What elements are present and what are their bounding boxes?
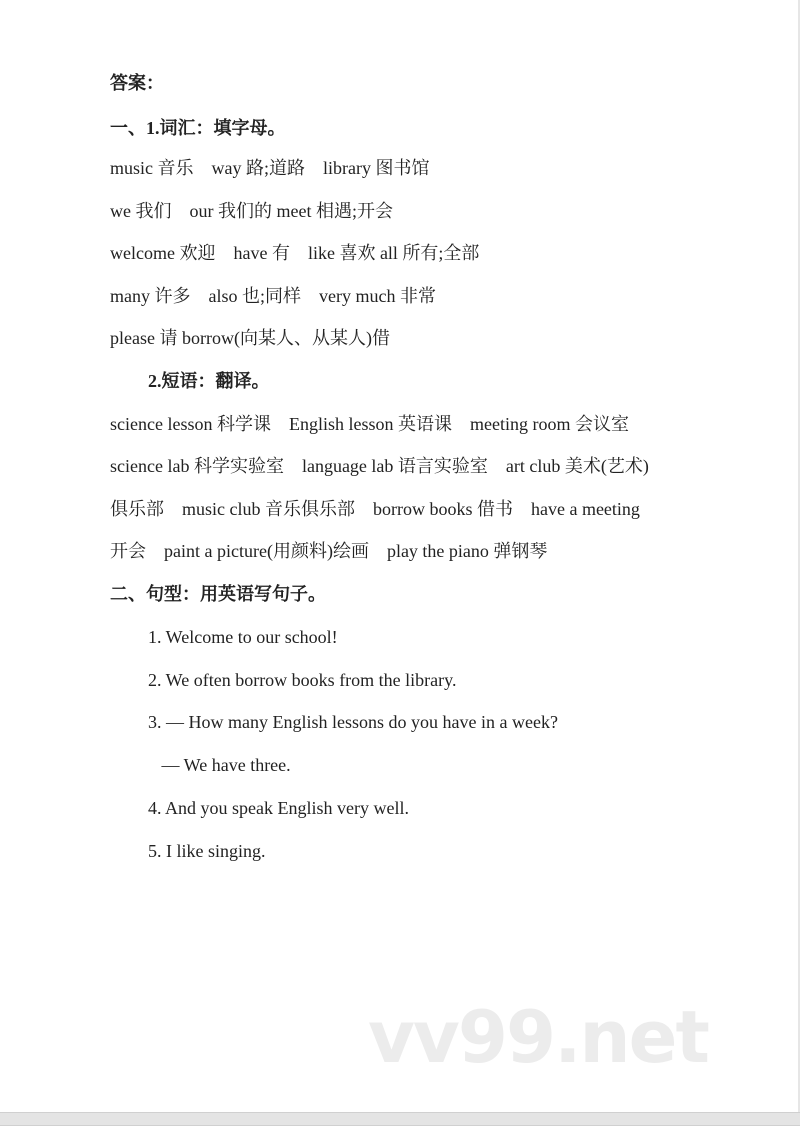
sentence-line: — We have three. (148, 755, 291, 775)
sentence-line: 1. Welcome to our school! (148, 627, 338, 647)
page-separator (0, 1112, 800, 1126)
sentence-line: 3. — How many English lessons do you have in a week? (148, 712, 558, 732)
section-vocab-title: 一、1.词汇：填字母。 (110, 118, 286, 138)
sentence-line: 4. And you speak English very well. (148, 798, 409, 818)
section-sentence-title: 二、句型：用英语写句子。 (110, 584, 326, 604)
sentence-line: 2. We often borrow books from the library. (148, 670, 457, 690)
sentence-line: 5. I like singing. (148, 841, 266, 861)
vocab-line: many 许多 also 也;同样 very much 非常 (110, 286, 436, 306)
answer-heading: 答案： (110, 73, 164, 93)
vocab-line: music 音乐 way 路;道路 library 图书馆 (110, 158, 430, 178)
vocab-line: please 请 borrow(向某人、从某人)借 (110, 328, 390, 348)
phrase-line: science lesson 科学课 English lesson 英语课 meeting room 会议室 (110, 414, 629, 434)
vocab-line: welcome 欢迎 have 有 like 喜欢 all 所有;全部 (110, 243, 480, 263)
watermark: vv99.net (368, 995, 708, 1079)
phrase-line: science lab 科学实验室 language lab 语言实验室 art club 美术(艺术) (110, 456, 649, 476)
phrase-line: 俱乐部 music club 音乐俱乐部 borrow books 借书 have a meeting (110, 499, 640, 519)
phrase-line: 开会 paint a picture(用颜料)绘画 play the piano 弹钢琴 (110, 541, 548, 561)
section-phrase-title: 2.短语：翻译。 (148, 371, 270, 391)
vocab-line: we 我们 our 我们的 meet 相遇;开会 (110, 201, 393, 221)
